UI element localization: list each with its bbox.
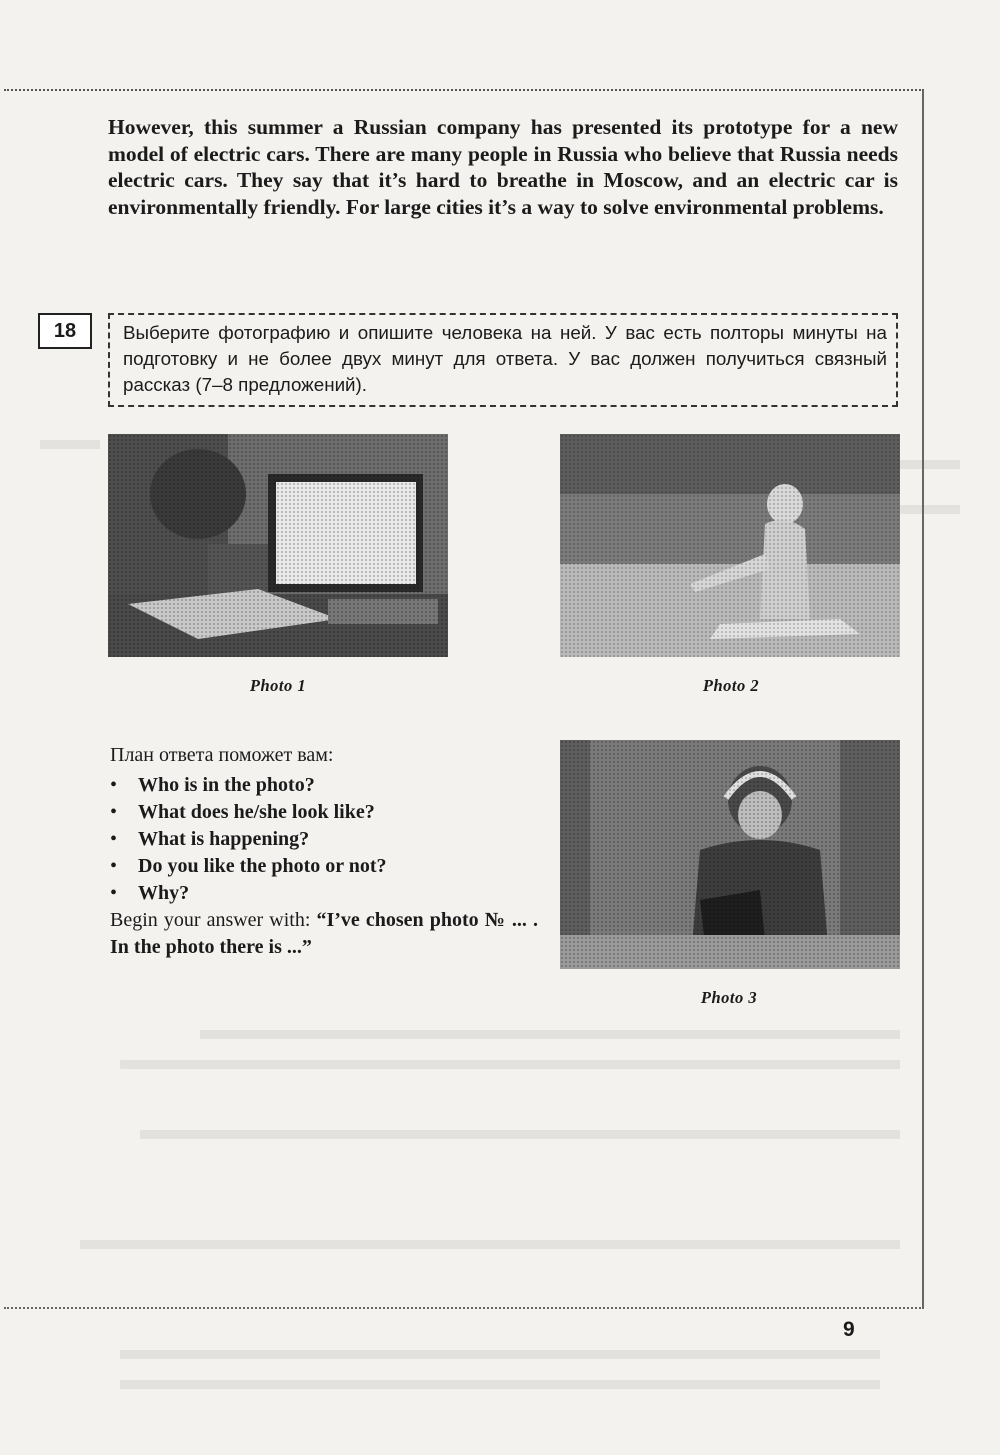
task-instruction: Выберите фотографию и опишите человека на ней. У вас есть полторы минуты на подготовку и не более двух минут для ответа. У вас должен получиться связный рассказ (7–8 предложений). [108, 313, 898, 407]
page-number: 9 [843, 1318, 855, 1341]
photo-2 [560, 434, 900, 657]
plan-item: • Do you like the photo or not? [110, 853, 387, 880]
begin-instruction [110, 907, 538, 961]
page-frame [4, 89, 924, 1309]
begin-prefix: Begin your answer with: [110, 909, 317, 931]
photo-1 [108, 434, 448, 657]
plan-item: • What is happening? [110, 826, 387, 853]
plan-item: • Who is in the photo? [110, 772, 387, 799]
intro-paragraph: However, this summer a Russian company has presented its prototype for a new model of electric cars. There are many people in Russia who believe that Russia needs electric cars. They say that it’s hard to breathe in Moscow, and an electric car is environmentally friendly. For large cities it’s a way to solve environmental problems. [108, 115, 898, 220]
photo-1-caption: Photo 1 [249, 676, 307, 695]
plan-item: • What does he/she look like? [110, 799, 387, 826]
plan-list [110, 772, 387, 907]
photo-3 [560, 740, 900, 969]
photo-3-caption: Photo 3 [700, 988, 758, 1007]
plan-title: План ответа поможет вам: [110, 744, 334, 766]
task-number: 18 [38, 313, 92, 349]
plan-item: • Why? [110, 880, 387, 907]
begin-phrase: “I’ve chosen photo № ... . In the photo there is ...” [110, 909, 538, 958]
photo-2-caption: Photo 2 [702, 676, 760, 695]
